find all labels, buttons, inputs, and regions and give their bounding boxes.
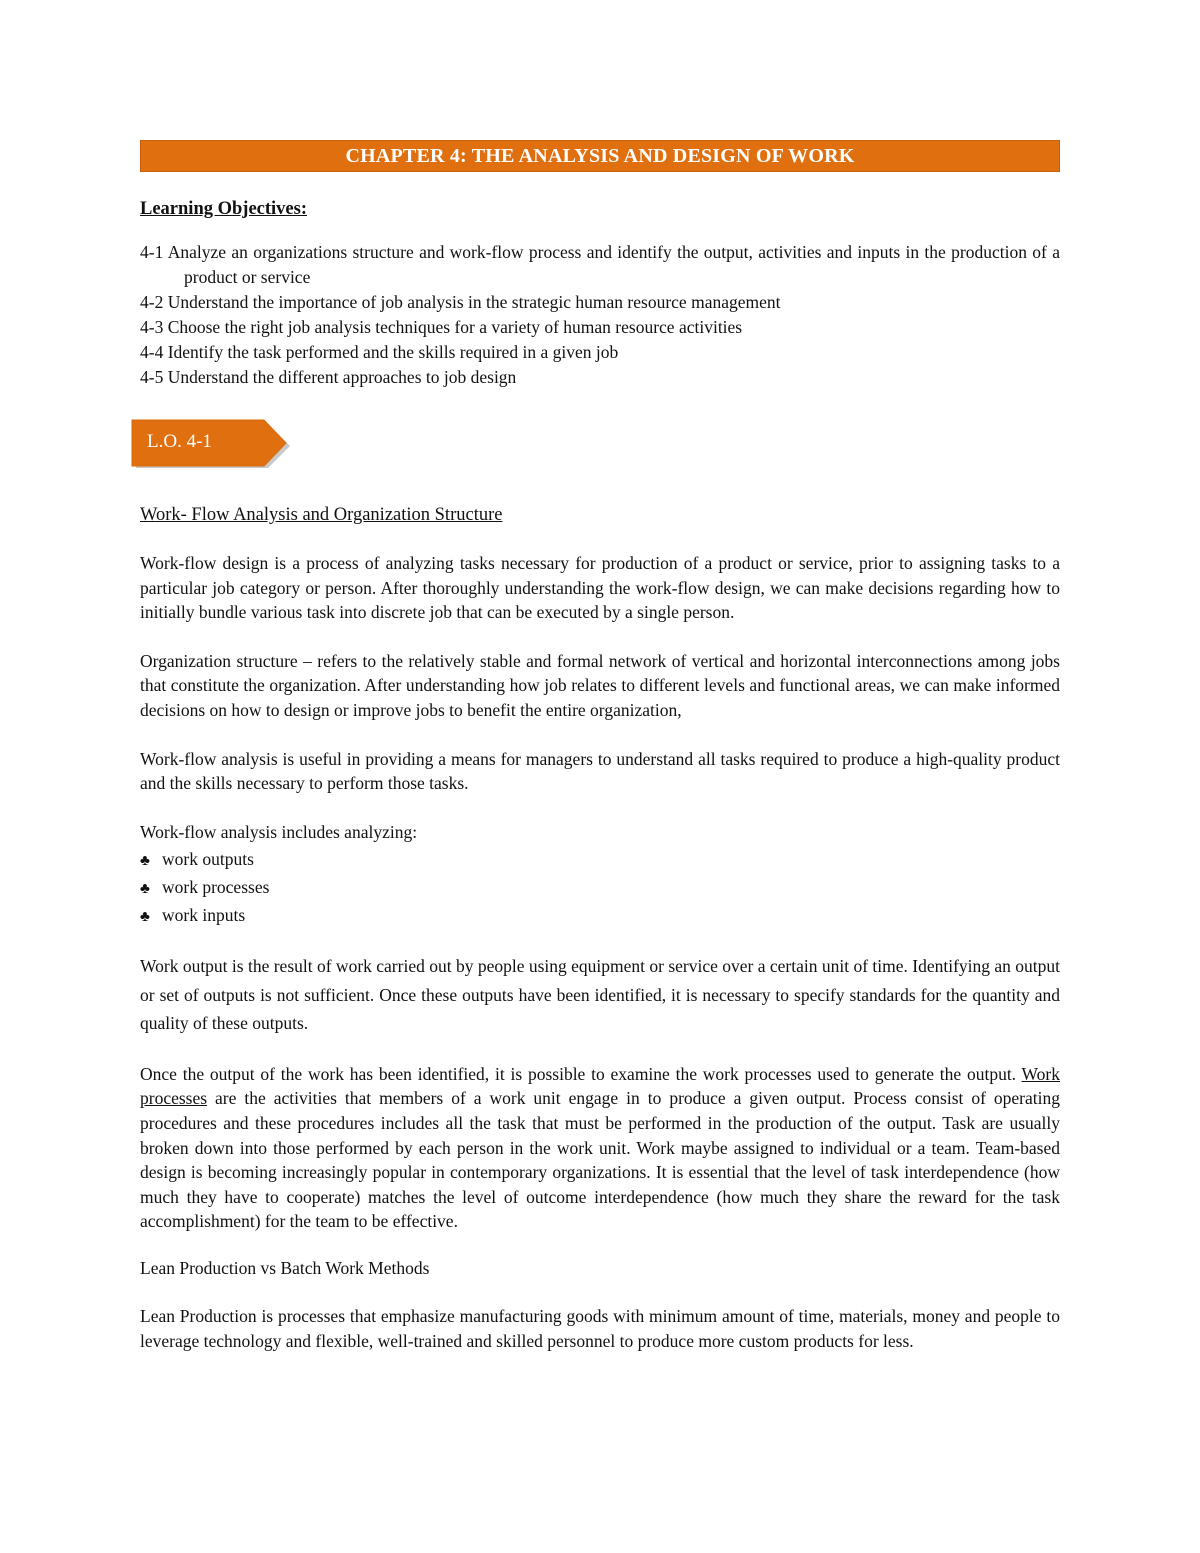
lo-badge-label: L.O. 4-1 bbox=[147, 431, 212, 452]
analysis-bullet-list bbox=[140, 846, 1060, 930]
chapter-title: CHAPTER 4: THE ANALYSIS AND DESIGN OF WORK bbox=[345, 145, 855, 167]
club-icon: ♣ bbox=[140, 909, 150, 926]
learning-objectives-list bbox=[140, 240, 1060, 390]
club-icon: ♣ bbox=[140, 853, 150, 870]
analysis-list-intro: Work-flow analysis includes analyzing: bbox=[140, 821, 418, 842]
objective-item: 4-5 Understand the different approaches to job design bbox=[140, 367, 517, 387]
section-title: Work- Flow Analysis and Organization Structure bbox=[140, 505, 503, 525]
paragraph-work-processes bbox=[140, 1062, 1060, 1234]
paragraph-org-structure: Organization structure – refers to the relatively stable and formal network of vertical and horizontal interconnections among jobs that constitute the organization. After understanding how job relates to different levels and functional areas, we can make informed decisions on how to design or improve jobs to benefit the entire organization, bbox=[140, 650, 1060, 720]
learning-objectives-heading: Learning Objectives: bbox=[140, 199, 307, 219]
paragraph-workflow-useful: Work-flow analysis is useful in providing a means for managers to understand all tasks required to produce a high-quality product and the skills necessary to perform those tasks. bbox=[140, 748, 1060, 794]
bullet-item bbox=[140, 902, 1060, 930]
bullet-text: work outputs bbox=[162, 849, 254, 870]
bullet-text: work inputs bbox=[162, 905, 246, 926]
work-processes-term: Work processes bbox=[140, 1063, 1060, 1109]
bullet-item bbox=[140, 874, 1060, 902]
bullet-item bbox=[140, 846, 1060, 874]
work-processes-text-before: Once the output of the work has been identified, it is possible to examine the work processes used to generate the output. bbox=[140, 1063, 1022, 1084]
chapter-title-banner bbox=[140, 140, 1060, 172]
objective-item: 4-1 Analyze an organizations structure and work-flow process and identify the output, activities and inputs in the production of a product or service bbox=[140, 242, 1060, 287]
paragraph-work-output: Work output is the result of work carried out by people using equipment or service over a certain unit of time. Identifying an output or set of outputs is not sufficient. Once these outputs have been identified, it is necessary to specify standards for the quantity and quality of these outputs. bbox=[140, 956, 1061, 1034]
objective-item: 4-2 Understand the importance of job analysis in the strategic human resource management bbox=[140, 292, 781, 312]
paragraph-lean-production: Lean Production is processes that emphasize manufacturing goods with minimum amount of time, materials, money and people to leverage technology and flexible, well-trained and skilled personnel to produce more custom products for less. bbox=[140, 1306, 1060, 1351]
lo-badge-container bbox=[140, 418, 1060, 476]
lean-vs-batch-heading: Lean Production vs Batch Work Methods bbox=[140, 1258, 430, 1278]
work-processes-text-after: are the activities that members of a work unit engage in to produce a given output. Process consist of operating procedures and these procedures includes all the task that must be performed in the production of the output. Task are usually broken down into those performed by each person in the work unit. Work maybe assigned to individual or a team. Team-based design is becoming increasingly popular in contemporary organizations. It is essential that the level of task interdependence (how much they have to cooperate) matches the level of outcome interdependence (how much they share the reward for the task accomplishment) for the team to be effective. bbox=[140, 1088, 1060, 1232]
objective-item: 4-3 Choose the right job analysis techniques for a variety of human resource activities bbox=[140, 317, 743, 337]
club-icon: ♣ bbox=[140, 881, 150, 898]
paragraph-workflow-design: Work-flow design is a process of analyzing tasks necessary for production of a product or service, prior to assigning tasks to a particular job category or person. After thoroughly understanding the work-flow design, we can make decisions regarding how to initially bundle various task into discrete job that can be executed by a single person. bbox=[140, 553, 1060, 623]
objective-item: 4-4 Identify the task performed and the skills required in a given job bbox=[140, 342, 619, 362]
bullet-text: work processes bbox=[162, 877, 270, 898]
document-page bbox=[140, 140, 1060, 1353]
